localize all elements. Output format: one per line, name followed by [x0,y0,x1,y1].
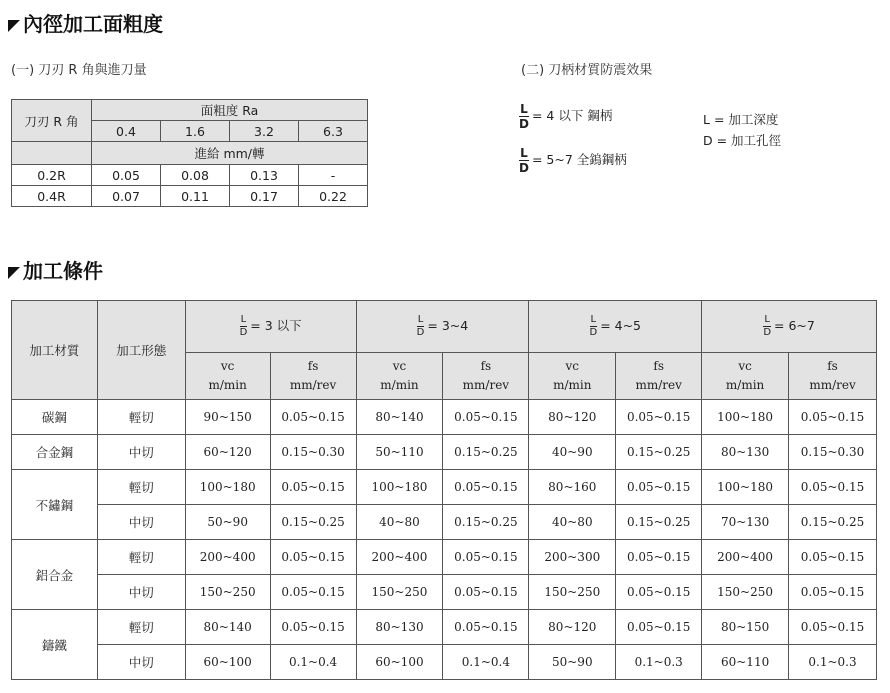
mode-cell: 輕切 [97,400,185,435]
fs-value-cell: 0.15~0.25 [616,435,702,470]
ld-fraction: $\frac{L}{D}$ [763,314,772,338]
table-row [12,645,877,680]
feed-cell: 0.17 [230,186,299,207]
vc-value-cell: 200~400 [185,540,270,575]
vc-value-cell: 100~180 [356,470,443,505]
ld-fraction: $\frac{L}{D}$ [519,146,529,175]
radius-cell: 0.4R [12,186,92,207]
vc-value-cell: 100~180 [702,470,789,505]
fs-value-cell: 0.05~0.15 [443,610,529,645]
vc-value-cell: 60~100 [356,645,443,680]
ld-ratio-row-carbide: $\frac{L}{D}$ = 5~7 全鎢鋼柄 [519,146,627,175]
ra-value-header: 3.2 [230,121,299,142]
vc-value-cell: 100~180 [185,470,270,505]
vc-value-cell: 50~90 [185,505,270,540]
fs-value-cell: 0.15~0.25 [443,435,529,470]
vc-header: vc m/min [356,353,443,400]
section-title-machining-conditions: 加工條件 [8,255,103,284]
vc-value-cell: 60~100 [185,645,270,680]
vc-value-cell: 40~80 [356,505,443,540]
vc-header: vc m/min [529,353,616,400]
ld-fraction: $\frac{L}{D}$ [416,314,425,338]
definition-length: L = 加工深度 [703,112,779,127]
fs-value-cell: 0.05~0.15 [616,470,702,505]
fs-value-cell: 0.05~0.15 [789,540,877,575]
vc-value-cell: 80~130 [356,610,443,645]
table-row [12,540,877,575]
feed-cell: 0.11 [161,186,230,207]
ra-value-header: 1.6 [161,121,230,142]
vc-header: vc m/min [185,353,270,400]
vc-value-cell: 100~180 [702,400,789,435]
fs-value-cell: 0.1~0.3 [616,645,702,680]
feed-cell: - [299,165,368,186]
table-row [12,575,877,610]
ld-group-header: $\frac{L}{D}$ = 6~7 [702,301,877,353]
ld-group-header: $\frac{L}{D}$ = 4~5 [529,301,702,353]
table-row [12,186,368,207]
fs-value-cell: 0.05~0.15 [789,470,877,505]
vc-value-cell: 50~90 [529,645,616,680]
fs-value-cell: 0.05~0.15 [789,575,877,610]
vc-value-cell: 80~150 [702,610,789,645]
table-row [12,400,877,435]
triangle-marker-icon [8,20,20,32]
mode-cell: 中切 [97,575,185,610]
corner-radius-header: 刀刃 R 角 [12,100,92,142]
fs-value-cell: 0.1~0.4 [270,645,356,680]
ld-fraction: $\frac{L}{D}$ [589,314,598,338]
material-cell: 碳鋼 [12,400,98,435]
vc-value-cell: 80~130 [702,435,789,470]
roughness-header: 面粗度 Ra [92,100,368,121]
vc-value-cell: 150~250 [185,575,270,610]
table-row [12,470,877,505]
vc-value-cell: 70~130 [702,505,789,540]
fs-value-cell: 0.15~0.25 [443,505,529,540]
radius-cell: 0.2R [12,165,92,186]
feed-cell: 0.13 [230,165,299,186]
material-cell: 鋁合金 [12,540,98,610]
feed-cell: 0.22 [299,186,368,207]
fs-header: fs mm/rev [443,353,529,400]
material-header: 加工材質 [12,301,98,400]
vc-value-cell: 40~90 [529,435,616,470]
ld-group-header: $\frac{L}{D}$ = 3~4 [356,301,529,353]
ld-ratio-row-steel: $\frac{L}{D}$ = 4 以下 鋼柄 [519,102,613,131]
feed-cell: 0.07 [92,186,161,207]
vc-value-cell: 150~250 [702,575,789,610]
table-row [12,505,877,540]
vc-value-cell: 90~150 [185,400,270,435]
subtitle-shank-vibration: (二) 刀柄材質防震效果 [521,63,653,78]
fs-value-cell: 0.05~0.15 [270,470,356,505]
fs-value-cell: 0.05~0.15 [616,540,702,575]
mode-cell: 中切 [97,435,185,470]
fs-value-cell: 0.05~0.15 [443,540,529,575]
triangle-marker-icon [8,267,20,279]
machining-conditions-table [11,300,877,680]
vc-value-cell: 150~250 [356,575,443,610]
ld-group-header: $\frac{L}{D}$ = 3 以下 [185,301,356,353]
fs-header: fs mm/rev [270,353,356,400]
table-row [12,610,877,645]
conditions-table-body [12,400,877,680]
fs-value-cell: 0.05~0.15 [270,540,356,575]
vc-value-cell: 50~110 [356,435,443,470]
mode-cell: 輕切 [97,540,185,575]
vc-value-cell: 80~120 [529,400,616,435]
fs-value-cell: 0.15~0.30 [789,435,877,470]
fs-value-cell: 0.15~0.30 [270,435,356,470]
vc-value-cell: 200~400 [356,540,443,575]
fs-value-cell: 0.05~0.15 [443,575,529,610]
ra-value-header: 6.3 [299,121,368,142]
vc-value-cell: 60~120 [185,435,270,470]
feed-cell: 0.05 [92,165,161,186]
fs-value-cell: 0.05~0.15 [789,610,877,645]
section-title-surface-roughness: 內徑加工面粗度 [8,8,163,37]
definition-diameter: D = 加工孔徑 [703,133,782,148]
feed-cell: 0.08 [161,165,230,186]
material-cell: 不鏽鋼 [12,470,98,540]
vc-value-cell: 80~140 [356,400,443,435]
vc-value-cell: 150~250 [529,575,616,610]
ld-fraction: $\frac{L}{D}$ [519,102,529,131]
fs-value-cell: 0.05~0.15 [270,610,356,645]
table-row [12,165,368,186]
fs-value-cell: 0.05~0.15 [443,470,529,505]
fs-header: fs mm/rev [789,353,877,400]
fs-value-cell: 0.05~0.15 [270,575,356,610]
fs-value-cell: 0.05~0.15 [616,400,702,435]
mode-cell: 輕切 [97,470,185,505]
vc-value-cell: 80~140 [185,610,270,645]
corner-radius-header-spacer [12,142,92,165]
fs-value-cell: 0.05~0.15 [616,610,702,645]
mode-cell: 輕切 [97,610,185,645]
fs-value-cell: 0.05~0.15 [789,400,877,435]
vc-value-cell: 200~300 [529,540,616,575]
fs-header: fs mm/rev [616,353,702,400]
fs-value-cell: 0.1~0.4 [443,645,529,680]
vc-value-cell: 60~110 [702,645,789,680]
roughness-feed-table [11,99,368,207]
vc-value-cell: 80~160 [529,470,616,505]
ra-value-header: 0.4 [92,121,161,142]
fs-value-cell: 0.05~0.15 [443,400,529,435]
material-cell: 鑄鐵 [12,610,98,680]
feed-unit-header: 進給 mm/轉 [92,142,368,165]
fs-value-cell: 0.15~0.25 [270,505,356,540]
fs-value-cell: 0.1~0.3 [789,645,877,680]
subtitle-corner-radius-feed: (一) 刀刃 R 角與進刀量 [11,63,147,78]
mode-header: 加工形態 [97,301,185,400]
vc-value-cell: 40~80 [529,505,616,540]
fs-value-cell: 0.05~0.15 [616,575,702,610]
vc-value-cell: 80~120 [529,610,616,645]
vc-value-cell: 200~400 [702,540,789,575]
fs-value-cell: 0.05~0.15 [270,400,356,435]
fs-value-cell: 0.15~0.25 [616,505,702,540]
material-cell: 合金鋼 [12,435,98,470]
table-row [12,435,877,470]
fs-value-cell: 0.15~0.25 [789,505,877,540]
ld-fraction: $\frac{L}{D}$ [239,314,248,338]
vc-header: vc m/min [702,353,789,400]
mode-cell: 中切 [97,645,185,680]
mode-cell: 中切 [97,505,185,540]
